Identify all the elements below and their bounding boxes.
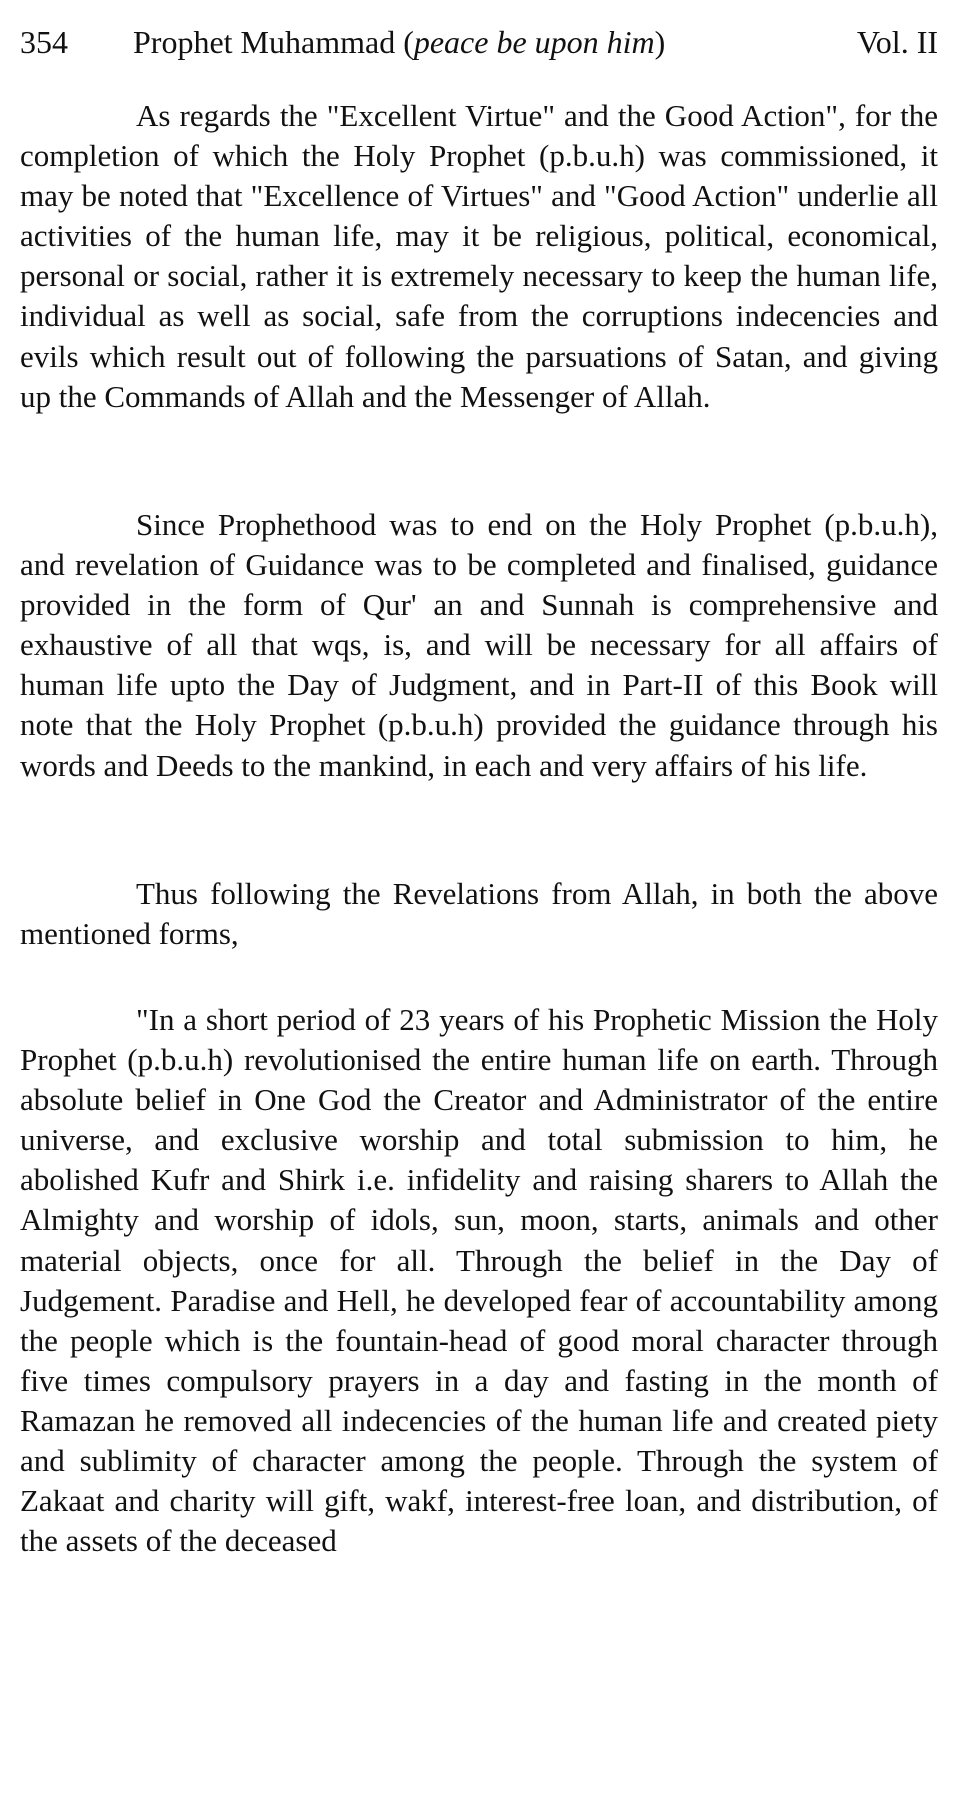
paragraph-prophethood: Since Prophethood was to end on the Holy Prophet (p.b.u.h), and revelation of Guidance was to be completed and finalised, guidance provided in the form of Qur' an and Sunnah is comprehensive and exhaustive of all that wqs, is, and will be necessary for all affairs of human life upto the Day of Judgment, and in Part-II of this Book will note that the Holy Prophet (p.b.u.h) provided the guidance through his words and Deeds to the mankind, in each and very affairs of his life. — [20, 507, 938, 783]
paragraph-excellent-virtue: As regards the "Excellent Virtue" and the Good Action", for the completion of which the Holy Prophet (p.b.u.h) was commissioned, it may be noted that "Excellence of Virtues" and "Good Action" underlie all activities of the human life, may it be religious, political, economical, personal or social, rather it is extremely necessary to keep the human life, individual as well as social, safe from the corruptions indecencies and evils which result out of following the parsuations of Satan, and giving up the Commands of Allah and the Messenger of Allah. — [20, 98, 938, 414]
paragraph-prophetic-mission: "In a short period of 23 years of his Prophetic Mission the Holy Prophet (p.b.u.h) revolutionised the entire human life on earth. Through absolute belief in One God the Creator and Administrator of the entire universe, and exclusive worship and total submission to him, he abolished Kufr and Shirk i.e. infidelity and raising sharers to Allah the Almighty and worship of idols, sun, moon, starts, animals and other material objects, once for all. Through the belief in the Day of Judgement. Paradise and Hell, he developed fear of accountability among the people which is the fountain-head of good moral character through five times compulsory prayers in a day and fasting in the month of Ramazan he removed all indecencies of the human life and created piety and sublimity of character among the people. Through the system of Zakaat and charity will gift, wakf, interest-free loan, and distribution, of the assets of the deceased — [20, 1002, 938, 1559]
page-number: 354 — [20, 24, 68, 60]
page-header — [20, 22, 938, 62]
running-title-main: Prophet Muhammad — [133, 24, 396, 60]
running-title-italic: peace be upon him — [413, 24, 655, 60]
running-title: Prophet Muhammad (peace be upon him) — [133, 24, 666, 60]
volume-label: Vol. II — [856, 24, 938, 60]
paragraph-revelations: Thus following the Revelations from Allah, in both the above mentioned forms, — [20, 876, 938, 952]
